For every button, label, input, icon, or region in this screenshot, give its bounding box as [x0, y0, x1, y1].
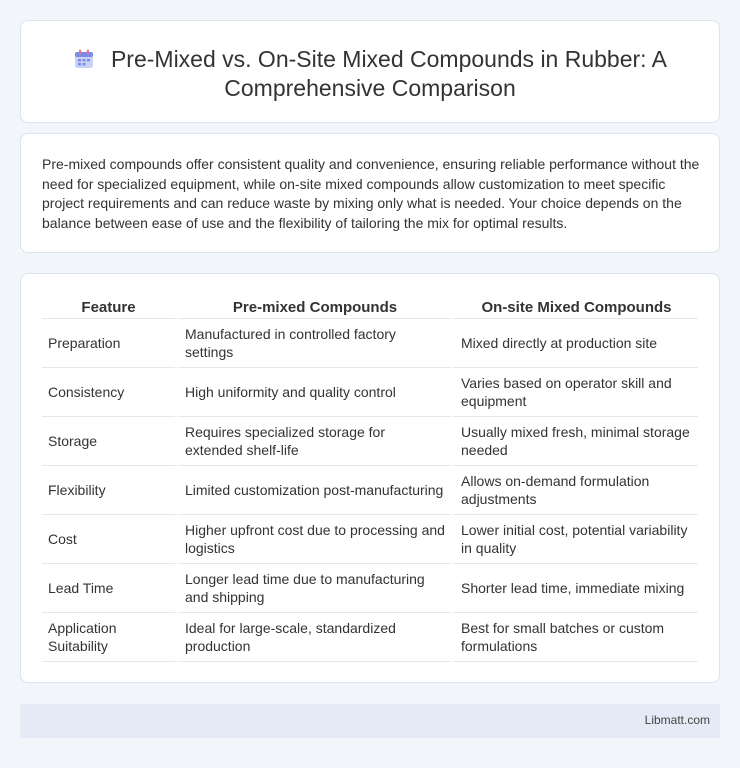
cell-on-site: Varies based on operator skill and equipment: [451, 368, 698, 417]
table-row: [42, 564, 698, 613]
cell-on-site: Allows on-demand formulation adjustments: [451, 466, 698, 515]
cell-pre-mixed: Requires specialized storage for extended shelf-life: [175, 417, 451, 466]
comparison-table: [42, 297, 698, 662]
table-row: [42, 368, 698, 417]
table-row: [42, 613, 698, 662]
cell-on-site: Lower initial cost, potential variability in quality: [451, 515, 698, 564]
cell-pre-mixed: Higher upfront cost due to processing and logistics: [175, 515, 451, 564]
cell-on-site: Mixed directly at production site: [451, 319, 698, 368]
cell-feature: Flexibility: [42, 466, 175, 515]
cell-feature: Storage: [42, 417, 175, 466]
page-title-wrap: [21, 45, 719, 103]
cell-pre-mixed: Manufactured in controlled factory settings: [175, 319, 451, 368]
table-row: [42, 515, 698, 564]
table-header-row: [42, 297, 698, 319]
header-feature: Feature: [42, 297, 175, 319]
cell-feature: Consistency: [42, 368, 175, 417]
cell-on-site: Usually mixed fresh, minimal storage needed: [451, 417, 698, 466]
calendar-icon: [73, 48, 95, 70]
cell-pre-mixed: Limited customization post-manufacturing: [175, 466, 451, 515]
cell-feature: Cost: [42, 515, 175, 564]
table-row: [42, 466, 698, 515]
table-row: [42, 417, 698, 466]
cell-on-site: Best for small batches or custom formulations: [451, 613, 698, 662]
cell-feature: Application Suitability: [42, 613, 175, 662]
cell-feature: Preparation: [42, 319, 175, 368]
cell-feature: Lead Time: [42, 564, 175, 613]
footer-bar: [20, 704, 720, 738]
cell-pre-mixed: Longer lead time due to manufacturing and shipping: [175, 564, 451, 613]
table-row: [42, 319, 698, 368]
summary-card: [20, 133, 720, 253]
comparison-card: [20, 273, 720, 683]
page-title: Pre-Mixed vs. On-Site Mixed Compounds in Rubber: A Comprehensive Comparison: [110, 46, 668, 101]
cell-pre-mixed: Ideal for large-scale, standardized production: [175, 613, 451, 662]
header-pre-mixed: Pre-mixed Compounds: [175, 297, 451, 319]
summary-text: Pre-mixed compounds offer consistent quality and convenience, ensuring reliable performance without the need for specialized equipment, while on-site mixed compounds allow customization to meet specific project requirements and can reduce waste by mixing only what is needed. Your choice depends on the balance between ease of use and the flexibility of tailoring the mix for optimal results.: [42, 156, 700, 231]
title-card: [20, 20, 720, 123]
footer-brand-link[interactable]: Libmatt.com: [644, 713, 710, 727]
cell-on-site: Shorter lead time, immediate mixing: [451, 564, 698, 613]
cell-pre-mixed: High uniformity and quality control: [175, 368, 451, 417]
header-on-site: On-site Mixed Compounds: [451, 297, 698, 319]
